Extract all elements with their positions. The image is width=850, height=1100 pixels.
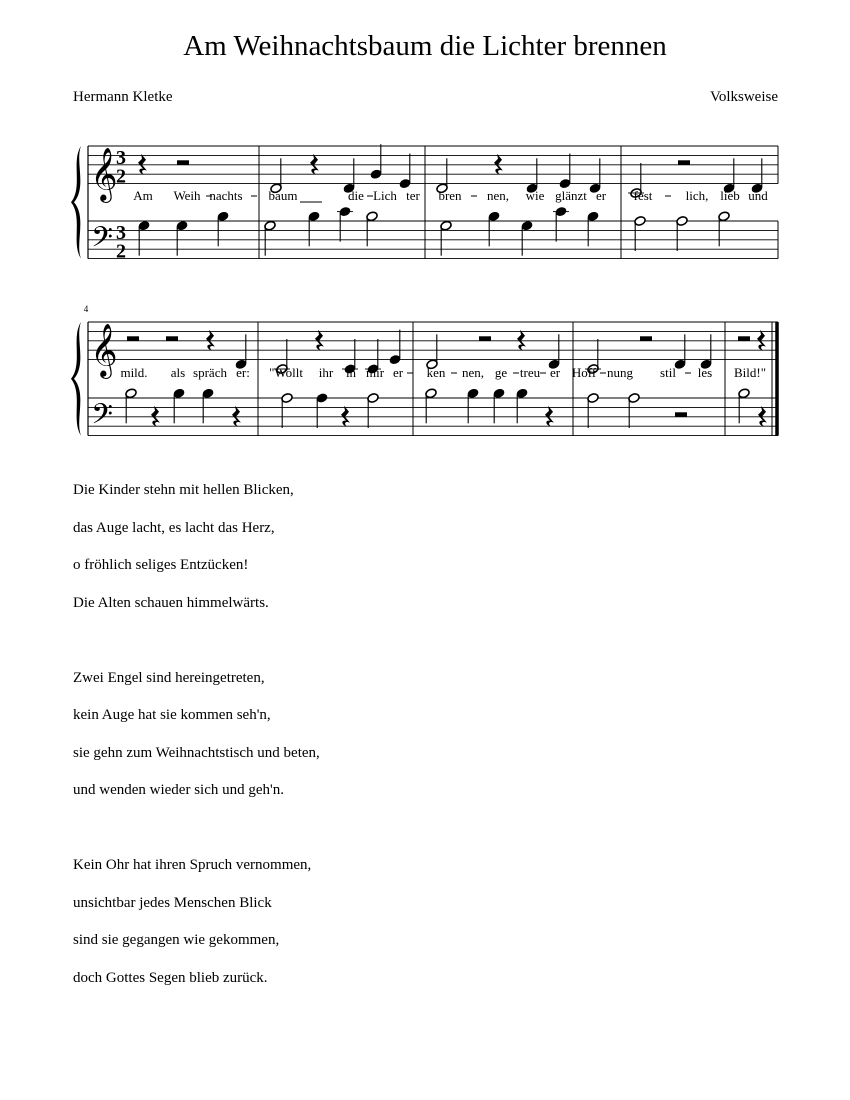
quarter-rest — [206, 330, 215, 351]
time-signature-bottom: 2 — [116, 240, 126, 263]
lyric-syllable: wie — [525, 188, 545, 203]
stanza-1 — [73, 472, 320, 622]
lyric-syllable: glänzt — [555, 188, 587, 203]
verse-line: Die Kinder stehn mit hellen Blicken, — [73, 482, 294, 498]
lyric-syllable: und — [748, 188, 768, 203]
half-rest — [640, 336, 652, 341]
lyric-syllable: Lich — [373, 188, 397, 203]
verse-line: Die Alten schauen himmelwärts. — [73, 594, 269, 611]
quarter-rest — [310, 154, 319, 175]
verse-line: Kein Ohr hat ihren Spruch vernommen, — [73, 857, 312, 873]
lyric-syllable: die — [348, 188, 364, 203]
verse-line: kein Auge hat sie kommen seh'n, — [73, 707, 271, 723]
composer-credit: Volksweise — [709, 89, 778, 105]
lyric-syllable: ter — [406, 188, 420, 203]
lyric-syllable: nen, — [461, 365, 485, 380]
lyric-syllable: Am — [133, 188, 153, 203]
bass-clef-icon: 𝄢 — [91, 221, 113, 262]
half-rest — [127, 336, 139, 341]
verse-line: o fröhlich seliges Entzücken! — [73, 557, 249, 573]
piano-brace — [71, 146, 81, 259]
verse-line: und wenden wieder sich und geh'n. — [73, 782, 284, 798]
measure-number: 4 — [83, 304, 89, 314]
lyric-syllable: nachts — [209, 188, 243, 203]
verses — [73, 472, 320, 1035]
quarter-rest — [232, 406, 241, 427]
quarter-rest — [138, 154, 147, 175]
lyric-syllable: stil — [660, 365, 676, 380]
bass-clef-icon: 𝄢 — [91, 398, 113, 439]
lyric-syllable: baum — [268, 188, 298, 203]
poet-credit: Hermann Kletke — [73, 89, 173, 105]
lyric-syllable: Bild!" — [733, 365, 767, 380]
lyric-syllable: er — [392, 365, 404, 380]
lyric-syllable: ken — [426, 365, 446, 380]
quarter-rest — [757, 330, 766, 351]
lyric-syllable: fest — [633, 188, 653, 203]
lyric-syllable: lieb — [720, 188, 740, 203]
lyric-syllable: in — [345, 365, 357, 380]
time-signature-bottom: 2 — [116, 165, 126, 188]
verse-line: das Auge lacht, es lacht das Herz, — [73, 519, 275, 536]
half-rest — [738, 336, 750, 341]
quarter-rest — [517, 330, 526, 351]
piano-brace — [71, 322, 81, 436]
half-rest — [177, 160, 189, 165]
treble-clef-icon: 𝄞 — [90, 322, 118, 377]
lyric-syllable: nung — [607, 365, 633, 380]
quarter-rest — [758, 406, 767, 427]
quarter-rest — [315, 330, 324, 351]
lyric-syllable: er — [595, 188, 607, 203]
lyric-syllable: als — [170, 365, 186, 380]
verse-line: doch Gottes Segen blieb zurück. — [73, 969, 268, 986]
verse-line: sie gehn zum Weihnachtstisch und beten, — [73, 744, 320, 761]
lyric-syllable: bren — [438, 188, 462, 203]
lyric-syllable: ge — [494, 365, 508, 380]
lyric-syllable: "Wollt — [269, 365, 303, 380]
lyric-syllable: lich, — [685, 188, 709, 203]
time-signature-top: 3 — [116, 221, 126, 244]
half-rest — [675, 412, 687, 417]
lyric-syllable: er — [549, 365, 561, 380]
page-title: Am Weihnachtsbaum die Lichter brennen — [183, 30, 667, 62]
verse-line: sind sie gegangen wie gekommen, — [73, 932, 280, 948]
treble-clef-icon: 𝄞 — [90, 146, 118, 201]
lyric-syllable: treu — [519, 365, 541, 380]
lyric-syllable: Weih — [173, 188, 201, 203]
lyric-syllable: Hoff — [571, 365, 597, 380]
time-signature-top: 3 — [116, 146, 126, 169]
lyric-syllable: mir — [365, 365, 385, 380]
verse-line: Zwei Engel sind hereingetreten, — [73, 669, 265, 686]
music-score — [0, 0, 850, 460]
stanza-3 — [73, 847, 320, 997]
quarter-rest — [151, 406, 160, 427]
half-rest — [678, 160, 690, 165]
half-rest — [479, 336, 491, 341]
stanza-2 — [73, 660, 320, 810]
lyric-syllable: er: — [236, 365, 250, 380]
lyric-syllable: mild. — [120, 365, 148, 380]
lyric-syllable: les — [697, 365, 713, 380]
quarter-rest — [545, 406, 554, 427]
lyric-syllable: ihr — [318, 365, 334, 380]
verse-line: unsichtbar jedes Menschen Blick — [73, 894, 272, 911]
lyric-syllable: nen, — [486, 188, 510, 203]
quarter-rest — [341, 406, 350, 427]
quarter-rest — [494, 154, 503, 175]
lyric-syllable: spräch — [193, 365, 227, 380]
half-rest — [166, 336, 178, 341]
